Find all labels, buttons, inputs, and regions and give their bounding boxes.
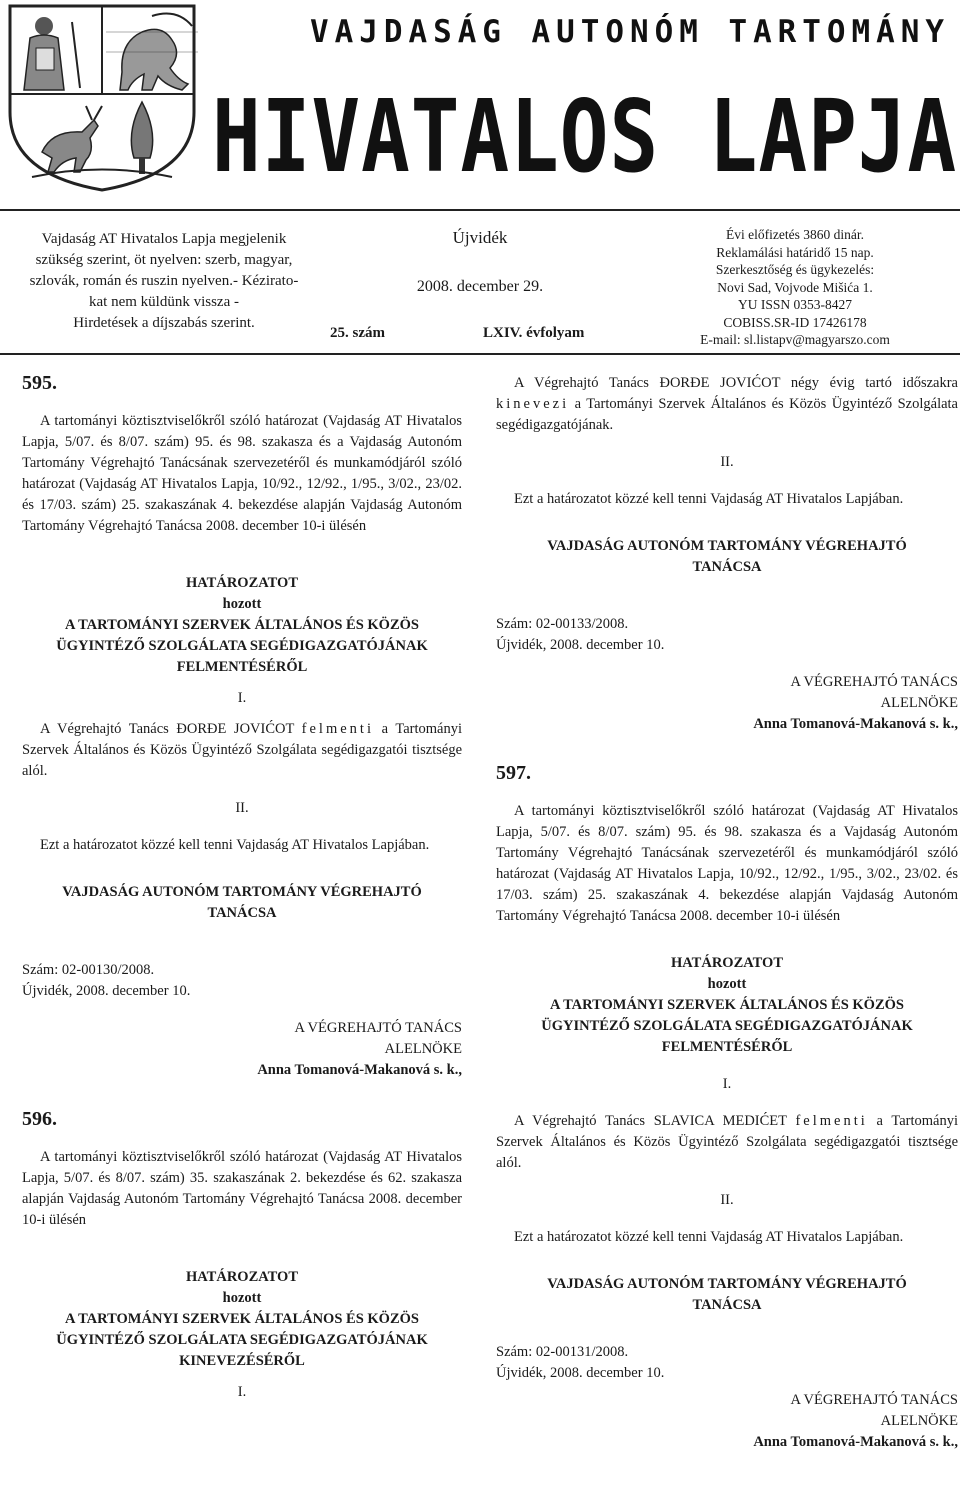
info-line: Vajdaság AT Hivatalos Lapja megjelenik [41,231,287,247]
signature-title: A VÉGREHAJTÓ TANÁCS [790,674,958,690]
decision-subtitle: hozott [222,1290,262,1306]
preamble: A tartományi köztisztviselőkről szóló határozat (Vajdaság AT Hivatalos Lapja, 5/07. és 8/07. szám) 35. szakaszának 2. bekezdése és 62. szakasza alapján Vajdaság Autonóm Tartomány Végrehajtó Tanácsa 2008. december 10-i ülésén [22,1149,462,1228]
info-line: Reklamálási határidő 15 nap. [716,244,874,260]
publication-info [14,229,314,334]
article-number: II. [720,454,734,470]
decision-subtitle: hozott [707,976,747,992]
decision-title: HATÁROZATOT [671,955,783,971]
decision-number: 597. [496,762,531,784]
reference-date: Újvidék, 2008. december 10. [22,983,191,999]
info-line: Évi előfizetés 3860 dinár. [726,227,864,242]
article-text: Ezt a határozatot közzé kell tenni Vajdaság AT Hivatalos Lapjában. [514,491,904,507]
reference-number: Szám: 02-00133/2008. [496,616,629,632]
article-text-part: A Végrehajtó Tanács ĐORĐE JOVIĆOT [40,721,295,737]
council-name: VAJDASÁG AUTONÓM TARTOMÁNY VÉGREHAJTÓ TANÁCSA [547,538,907,575]
article-number: II. [720,1192,734,1208]
divider [0,353,960,355]
signature-title: A VÉGREHAJTÓ TANÁCS [790,1392,958,1408]
info-line: kat nem küldünk vissza - [89,294,239,310]
subscription-info [660,226,930,349]
preamble: A tartományi köztisztviselőkről szóló határozat (Vajdaság AT Hivatalos Lapja, 5/07. és 8/07. szám) 95. és 98. szakasza és a Vajdaság Autonóm Tartomány Végrehajtó Tanácsának szervezetéről és munkamódjáról szóló határozat (Vajdaság AT Hivatalos Lapja, 10/92., 12/92., 1/95., 3/02., 23/02. és 17/03. szám) 25. szakaszának 4. bekezdése alapján Vajdaság Autonóm Tartomány Végrehajtó Tanácsa 2008. december 10-i ülésén [496,803,958,924]
signature-role: ALELNÖKE [880,1413,958,1429]
article-verb: felmenti [795,1113,868,1129]
article-text: Ezt a határozatot közzé kell tenni Vajdaság AT Hivatalos Lapjában. [40,837,430,853]
article-text [496,1111,958,1174]
divider [0,209,960,211]
decision-number: 595. [22,372,57,394]
article-text-part: a Tartományi Szervek Általános és Közös Ügyintéző Szolgálata segédigazgatójának. [496,396,958,433]
reference-number: Szám: 02-00130/2008. [22,962,155,978]
issue-place: Újvidék [452,228,508,247]
decision-heading: A TARTOMÁNYI SZERVEK ÁLTALÁNOS ÉS KÖZÖS ÜGYINTÉZŐ SZOLGÁLATA SEGÉDIGAZGATÓJÁNAK FELMENTÉSÉRŐL [541,997,913,1055]
article-text-part: a Tartományi Szervek Általános és Közös Ügyintéző Szolgálata segédigazgatói tisztsége alól. [496,1113,959,1171]
signature-role: ALELNÖKE [880,695,958,711]
council-name: VAJDASÁG AUTONÓM TARTOMÁNY VÉGREHAJTÓ TANÁCSA [62,884,422,921]
article-text [496,373,958,436]
article-text: Ezt a határozatot közzé kell tenni Vajdaság AT Hivatalos Lapjában. [514,1229,904,1245]
signature-name: Anna Tomanová-Makanová s. k., [257,1062,462,1078]
issue-volume: LXIV. évfolyam [483,325,585,341]
preamble: A tartományi köztisztviselőkről szóló határozat (Vajdaság AT Hivatalos Lapja, 5/07. és 8/07. szám) 95. és 98. szakasza és a Vajdaság Autonóm Tartomány Végrehajtó Tanácsának szervezetéről és munkamódjáról szóló határozat (Vajdaság AT Hivatalos Lapja, 10/92., 12/92., 1/95., 3/02., 23/02. és 17/03. szám) 25. szakaszának 4. bekezdése alapján Vajdaság Autonóm Tartomány Végrehajtó Tanácsa 2008. december 10-i ülésén [22,413,462,534]
reference-number: Szám: 02-00131/2008. [496,1344,629,1360]
info-line: Novi Sad, Vojvode Mišića 1. [717,279,873,295]
info-line: Szerkesztőség és ügykezelés: [715,262,875,277]
issue-number: 25. szám [330,325,385,341]
article-number: I. [237,1384,247,1400]
article-text [22,719,462,782]
signature-name: Anna Tomanová-Makanová s. k., [753,1434,958,1450]
info-line: E-mail: sl.listapv@magyarszo.com [700,332,890,347]
masthead-main-title: HIVATALOS LAPJA [212,78,957,195]
decision-heading: A TARTOMÁNYI SZERVEK ÁLTALÁNOS ÉS KÖZÖS ÜGYINTÉZŐ SZOLGÁLATA SEGÉDIGAZGATÓJÁNAK KINEVEZÉSÉRŐL [56,1311,428,1369]
signature-name: Anna Tomanová-Makanová s. k., [753,716,958,732]
decision-title: HATÁROZATOT [186,575,298,591]
info-line: szükség szerint, öt nyelven: szerb, magyar, [35,252,293,268]
decision-title: HATÁROZATOT [186,1269,298,1285]
info-line: YU ISSN 0353-8427 [737,297,852,312]
signature-title: A VÉGREHAJTÓ TANÁCS [294,1020,462,1036]
council-name: VAJDASÁG AUTONÓM TARTOMÁNY VÉGREHAJTÓ TANÁCSA [547,1276,907,1313]
info-line: Hirdetések a díjszabás szerint. [73,315,255,331]
article-number: I. [237,690,247,706]
article-verb: kinevezi [496,396,570,412]
masthead-top-title: VAJDASÁG AUTONÓM TARTOMÁNY [310,14,950,50]
decision-number: 596. [22,1108,57,1130]
reference-date: Újvidék, 2008. december 10. [496,1365,665,1381]
left-column [22,371,462,1403]
article-text-part: A Végrehajtó Tanács ĐORĐE JOVIĆOT négy évig tartó időszakra [514,375,958,391]
issue-date: 2008. december 29. [416,278,544,295]
info-line: szlovák, román és ruszin nyelven.- Kézirato- [29,273,299,289]
article-text-part: A Végrehajtó Tanács SLAVICA MEDIĆET [514,1113,787,1129]
article-verb: felmenti [301,721,374,737]
article-number: I. [722,1076,732,1092]
article-text-part: a Tartományi Szervek Általános és Közös Ügyintéző Szolgálata segédigazgatói tisztsége alól. [22,721,462,779]
coat-of-arms-icon [2,2,202,192]
reference-date: Újvidék, 2008. december 10. [496,637,665,653]
info-line: COBISS.SR-ID 17426178 [723,314,867,330]
right-column [496,373,958,1453]
article-number: II. [235,800,249,816]
signature-role: ALELNÖKE [384,1041,462,1057]
decision-subtitle: hozott [222,596,262,612]
decision-heading: A TARTOMÁNYI SZERVEK ÁLTALÁNOS ÉS KÖZÖS ÜGYINTÉZŐ SZOLGÁLATA SEGÉDIGAZGATÓJÁNAK FELMENTÉSÉRŐL [56,617,428,675]
